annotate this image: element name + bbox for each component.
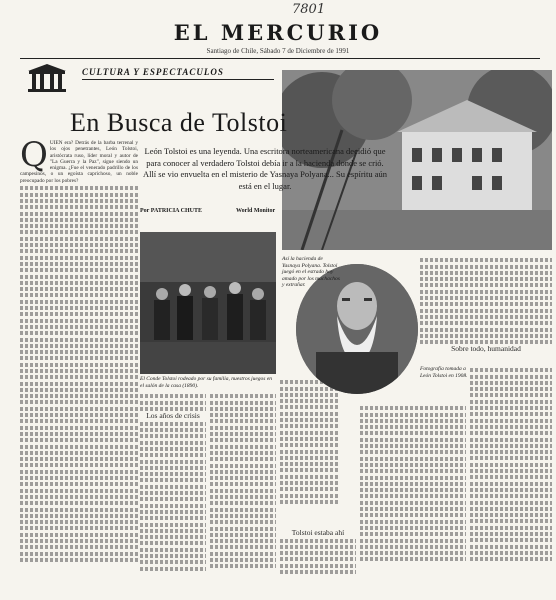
body-column-2 bbox=[140, 392, 206, 590]
body-column-3 bbox=[210, 392, 276, 590]
body-column-6 bbox=[470, 366, 552, 588]
family-photo-caption: El Conde Tolstoi rodeado por su familia, nuestros juegos en el salón de la casa (1890). bbox=[140, 376, 273, 389]
article-headline: En Busca de Tolstoi bbox=[70, 108, 288, 137]
subhead-crisis: Los años de crisis bbox=[146, 411, 200, 421]
body-column-7 bbox=[360, 404, 466, 590]
agency-credit: World Monitor bbox=[236, 208, 276, 214]
newspaper-masthead: EL MERCURIO bbox=[173, 20, 383, 45]
portrait-caption: Fotografía tomada a León Tolstoi en 1908. bbox=[420, 366, 468, 379]
handwritten-page-number: 7801 bbox=[292, 2, 326, 17]
drop-cap: Q bbox=[20, 140, 48, 175]
body-column-5 bbox=[420, 256, 552, 362]
lead-text: UIEN era? Detrás de la barba terrenal y los ojos penetrantes, León Tolstoi, aristócrata ruso, líder moral y autor de "La Guerra y la Paz", sigue siendo un enigma. ¿Fue el venerado padrillo de los campesinos, o un egoísta caprichoso, un noble preocupado por los pobres? bbox=[20, 140, 138, 184]
article-deck: León Tolstoi es una leyenda. Una escritora norteamericana decidió que para conocer al verdadero Tolstoi debía ir a la hacienda donde se crió. Allí se vio envuelta en el misterio de Yasnaya Polyana... Su espíritu aún está en el lugar. bbox=[142, 146, 388, 191]
body-column-4 bbox=[280, 378, 340, 528]
section-label: CULTURA Y ESPECTACULOS bbox=[82, 67, 224, 77]
dateline: Santiago de Chile, Sábado 7 de Diciembre de 1991 bbox=[206, 47, 350, 55]
lead-column bbox=[20, 140, 138, 595]
byline: Por PATRICIA CHUTE bbox=[140, 208, 203, 214]
masthead-rule bbox=[20, 58, 540, 59]
section-rule bbox=[82, 79, 274, 80]
subhead-humanidad: Sobre todo, humanidad bbox=[451, 344, 521, 354]
columns-building-icon bbox=[26, 63, 68, 93]
subhead-tolstoi-ahi: Tolstoi estaba ahí bbox=[291, 530, 345, 537]
family-photo bbox=[140, 232, 276, 374]
body-column-8 bbox=[280, 530, 356, 590]
house-photo-caption: Así la hacienda de Yasnaya Polyana. Tolstoi juegó en el estrado hoy amado por los muchachos y extrañar. bbox=[282, 256, 340, 288]
